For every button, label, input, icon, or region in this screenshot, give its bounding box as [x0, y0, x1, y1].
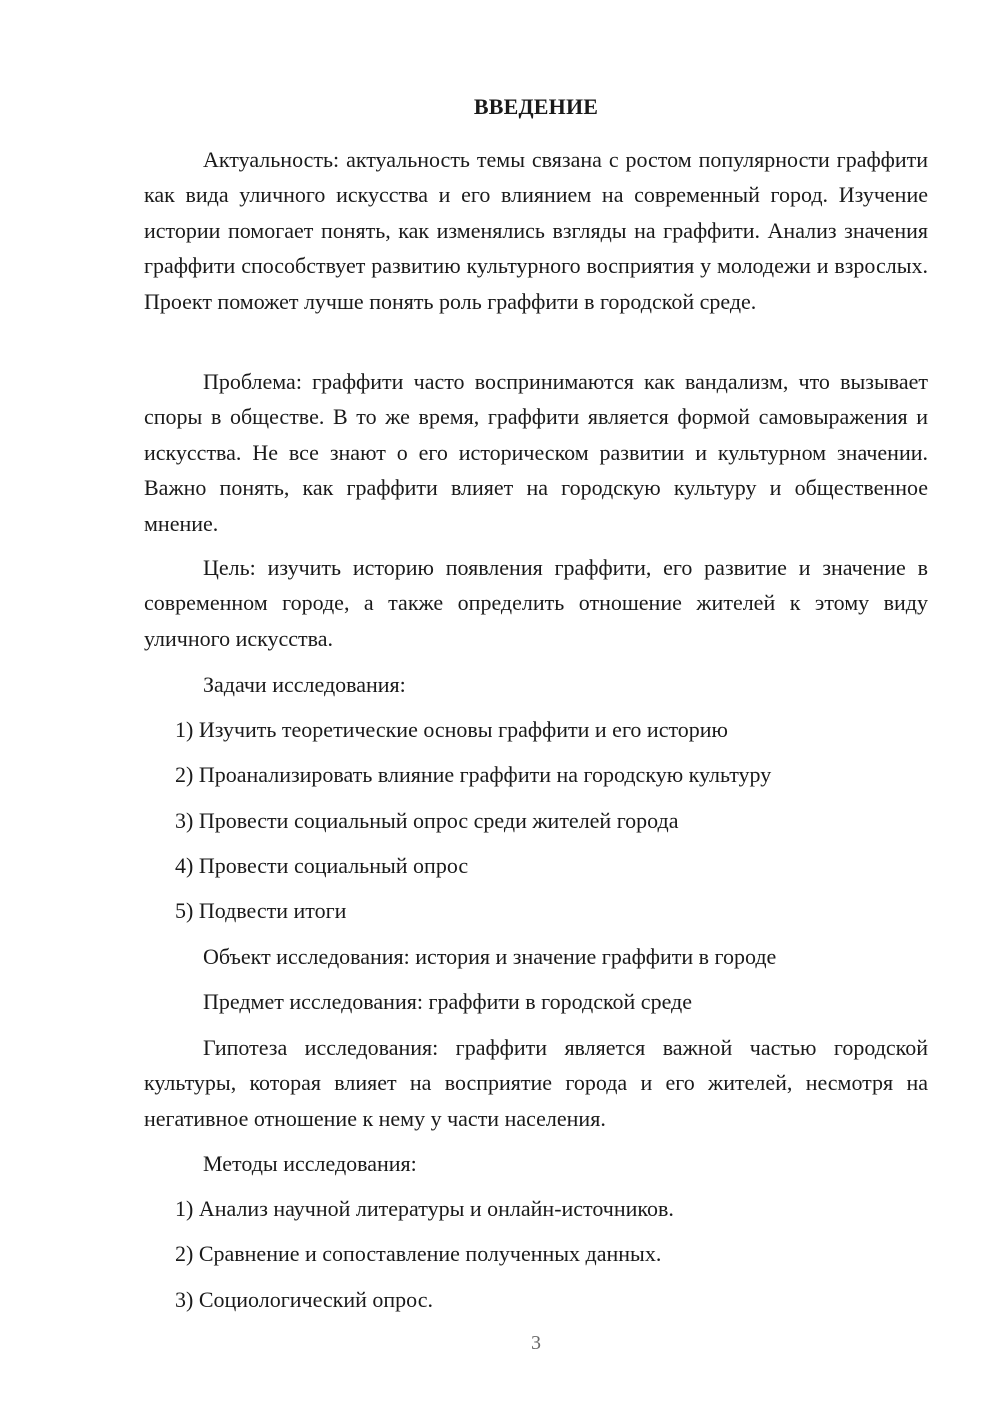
hypothesis-paragraph: Гипотеза исследования: граффити является важной частью городской культуры, которая влияет на восприятие города и его жителей, несмотря на негативное отношение к нему у части населения. [144, 1035, 928, 1131]
actuality-paragraph: Актуальность: актуальность темы связана с ростом популярности граффити как вида уличного искусства и его влиянием на современный город. Изучение истории помогает понять, как изменялись взгляды на граффити. Анализ значения граффити способствует развитию культурного восприятия у молодежи и взрослых. Проект поможет лучше понять роль граффити в городской среде. [144, 147, 928, 314]
list-item: 1) Анализ научной литературы и онлайн-источников. [175, 1196, 674, 1221]
research-object: Объект исследования: история и значение граффити в городе [203, 944, 777, 969]
list-item: 2) Проанализировать влияние граффити на городскую культуру [175, 762, 772, 787]
page-title: ВВЕДЕНИЕ [473, 94, 599, 119]
tasks-heading: Задачи исследования: [203, 672, 406, 697]
list-item: 5) Подвести итоги [175, 898, 347, 923]
page-number: 3 [531, 1332, 541, 1354]
list-item: 1) Изучить теоретические основы граффити и его историю [175, 717, 728, 742]
methods-heading: Методы исследования: [203, 1151, 417, 1176]
research-subject: Предмет исследования: граффити в городской среде [203, 989, 693, 1014]
problem-paragraph: Проблема: граффити часто воспринимаются как вандализм, что вызывает споры в обществе. В то же время, граффити является формой самовыражения и искусства. Не все знают о его историческом развитии и культурном значении. Важно понять, как граффити влияет на городскую культуру и общественное мнение. [144, 369, 928, 536]
list-item: 4) Провести социальный опрос [175, 853, 469, 878]
goal-paragraph: Цель: изучить историю появления граффити, его развитие и значение в современном городе, а также определить отношение жителей к этому виду уличного искусства. [144, 555, 928, 651]
list-item: 3) Социологический опрос. [175, 1287, 433, 1312]
list-item: 2) Сравнение и сопоставление полученных данных. [175, 1241, 662, 1266]
list-item: 3) Провести социальный опрос среди жителей города [175, 808, 679, 833]
